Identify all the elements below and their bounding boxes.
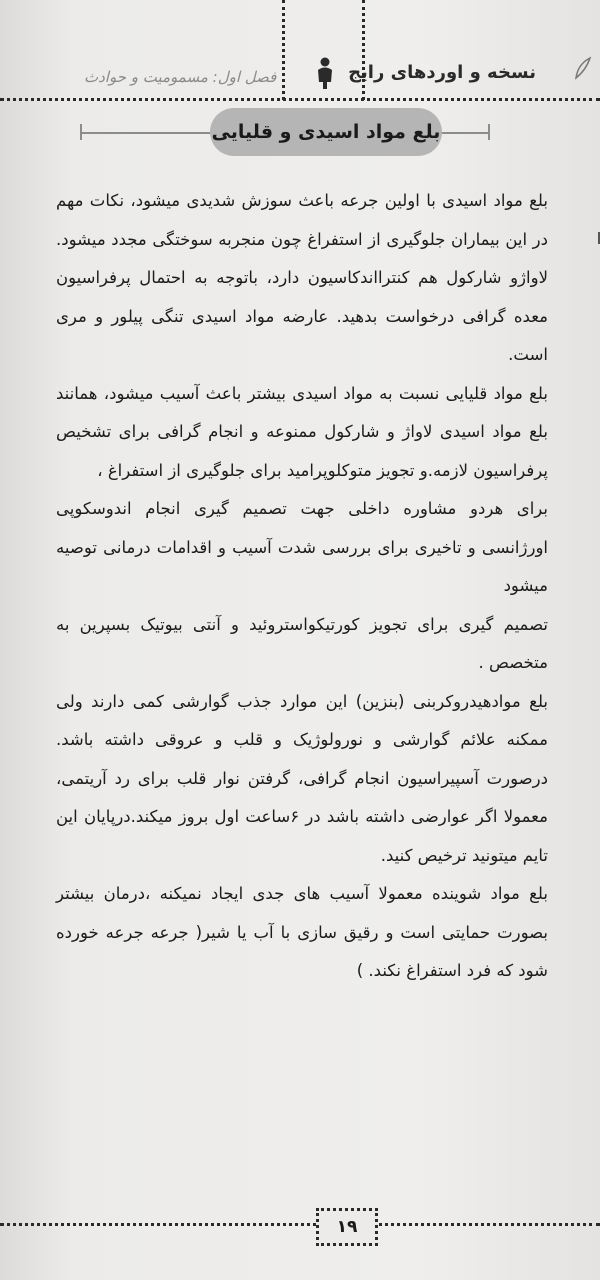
paragraph-acid-ingestion: بلع مواد اسیدی با اولین جرعه باعث سوزش شدیدی میشود، نکات مهم در این بیماران جلوگیری از استفراغ چون منجربه سوختگی مجدد میشود. لاواژو شارکول هم کنترااندکاسیون دارد، باتوجه به احتمال پرفراسیون معده گرافی درخواست بدهید. عارضه مواد اسیدی تنگی پیلور و مری است. [56,191,548,364]
paragraph-detergent-ingestion: بلع مواد شوینده معمولا آسیب های جدی ایجاد نمیکنه ،درمان بیشتر بصورت حمایتی است و رقیق سازی با آب یا شیر( جرعه جرعه خورده شود که فرد استفراغ نکند. ) [56,884,548,980]
chapter-title: فصل اول: مسمومیت و حوادث [84,68,277,86]
paragraph-consultation: برای هردو مشاوره داخلی جهت تصمیم گیری انجام اندوسکوپی اورژانسی و تاخیری برای بررسی شدت آسیب و اقدامات درمانی توصیه میشود [56,499,548,595]
section-rule-left-cap [80,124,82,140]
figure-icon [312,56,338,90]
section-title: بلع مواد اسیدی و قلیایی [210,108,442,156]
section-rule-right-cap [488,124,490,140]
page-number: ۱۹ [316,1208,378,1246]
header-dotted-rule [0,98,600,101]
header-divider-right [362,0,365,100]
margin-mark [592,232,600,244]
book-title: نسخه و اوردهای رایج [348,62,536,83]
paragraph-alkali-ingestion: بلع مواد قلیایی نسبت به مواد اسیدی بیشتر باعث آسیب میشود، همانند بلع مواد اسیدی لاواژ و شارکول ممنوعه و انجام گرافی برای تشخیص پرفراسیون لازمه.و تجویز متوکلوپرامید برای جلوگیری از استفراغ ، [56,383,548,480]
paragraph-hydrocarbon-ingestion: بلع موادهیدروکربنی (بنزین) این موارد جذب گوارشی کمی دارند ولی ممکنه علائم گوارشی و نورولوژیک و قلب و عروقی داشته باشد. درصورت آسپیراسیون انجام گرافی، گرفتن نوار قلب برای رد آریتمی، معمولا اگر عوارضی داشته باشد در ۶ساعت اول بروز میکند.درپایان این تایم میتونید ترخیص کنید. [56,691,548,865]
header-divider-left [282,0,285,100]
body-text [56,182,548,991]
footer-dotted-rule [0,1223,600,1226]
paragraph-corticosteroid: تصمیم گیری برای تجویز کورتیکواستروئید و آنتی بیوتیک بسپرین به متخصص . [56,614,548,672]
leaf-ornament-icon [574,56,592,80]
